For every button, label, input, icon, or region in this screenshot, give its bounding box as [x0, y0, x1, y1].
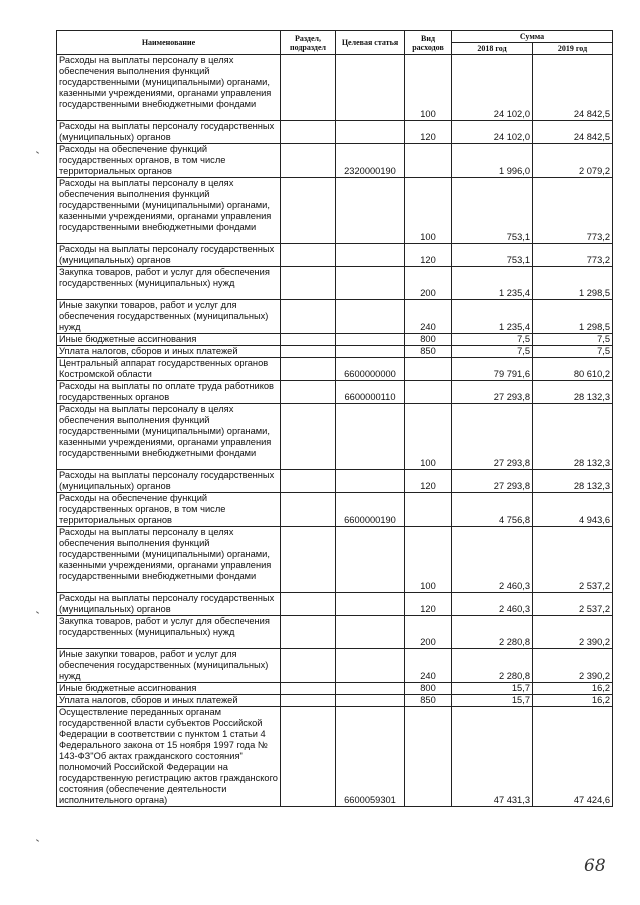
table-row [57, 381, 613, 404]
cell-target: 6600000190 [336, 493, 405, 527]
cell-sum-2019: 2 537,2 [533, 593, 613, 616]
cell-section [281, 346, 336, 358]
cell-sum-2019: 7,5 [533, 334, 613, 346]
cell-section [281, 121, 336, 144]
cell-sum-2018: 24 102,0 [452, 121, 533, 144]
cell-sum-2018: 27 293,8 [452, 470, 533, 493]
cell-type [405, 493, 452, 527]
cell-target [336, 527, 405, 593]
cell-sum-2018: 753,1 [452, 178, 533, 244]
cell-name: Осуществление переданных органам государственной власти субъектов Российской Федерации в соответствии с пунктом 1 статьи 4 Федерального закона от 15 ноября 1997 года № 143-ФЗ"Об актах гражданского состояния" полномочий Российской Федерации на государственную регистрацию актов гражданского состояния (обеспечение деятельности исполнительного органа) [57, 707, 281, 807]
cell-sum-2019: 24 842,5 [533, 121, 613, 144]
cell-type: 120 [405, 470, 452, 493]
cell-type: 100 [405, 55, 452, 121]
cell-type [405, 707, 452, 807]
cell-target [336, 695, 405, 707]
cell-sum-2018: 79 791,6 [452, 358, 533, 381]
cell-sum-2019: 2 390,2 [533, 649, 613, 683]
cell-target: 2320000190 [336, 144, 405, 178]
cell-target [336, 346, 405, 358]
cell-section [281, 178, 336, 244]
cell-sum-2019: 773,2 [533, 178, 613, 244]
cell-section [281, 649, 336, 683]
table-row [57, 358, 613, 381]
cell-section [281, 695, 336, 707]
page-number: 68 [584, 856, 606, 876]
cell-sum-2019: 28 132,3 [533, 470, 613, 493]
cell-sum-2019: 2 537,2 [533, 527, 613, 593]
cell-section [281, 470, 336, 493]
cell-sum-2019: 47 424,6 [533, 707, 613, 807]
cell-type: 850 [405, 346, 452, 358]
cell-name: Расходы на выплаты персоналу государственных (муниципальных) органов [57, 593, 281, 616]
cell-sum-2018: 47 431,3 [452, 707, 533, 807]
cell-type: 120 [405, 593, 452, 616]
cell-name: Расходы на выплаты персоналу государственных (муниципальных) органов [57, 121, 281, 144]
cell-name: Расходы на выплаты по оплате труда работников государственных органов [57, 381, 281, 404]
table-row [57, 178, 613, 244]
table-row [57, 346, 613, 358]
cell-section [281, 334, 336, 346]
cell-section [281, 244, 336, 267]
cell-name: Расходы на выплаты персоналу в целях обеспечения выполнения функций государственными (муниципальными) органами, казенными учреждениями, органами управления государственными внебюджетными фондами [57, 178, 281, 244]
cell-target [336, 267, 405, 300]
cell-section [281, 267, 336, 300]
table-row [57, 144, 613, 178]
cell-type: 100 [405, 404, 452, 470]
table-row [57, 267, 613, 300]
cell-type: 120 [405, 244, 452, 267]
cell-name: Расходы на выплаты персоналу в целях обеспечения выполнения функций государственными (муниципальными) органами, казенными учреждениями, органами управления государственными внебюджетными фондами [57, 527, 281, 593]
table-row [57, 593, 613, 616]
col-header-year-2019: 2019 год [533, 43, 613, 55]
cell-type: 240 [405, 300, 452, 334]
cell-name: Закупка товаров, работ и услуг для обеспечения государственных (муниципальных) нужд [57, 616, 281, 649]
cell-sum-2018: 15,7 [452, 683, 533, 695]
cell-target [336, 55, 405, 121]
table-row [57, 695, 613, 707]
table-row [57, 493, 613, 527]
cell-type: 240 [405, 649, 452, 683]
cell-target [336, 683, 405, 695]
cell-sum-2018: 27 293,8 [452, 381, 533, 404]
table-row [57, 649, 613, 683]
cell-section [281, 616, 336, 649]
cell-name: Расходы на обеспечение функций государственных органов, в том числе территориальных органов [57, 144, 281, 178]
table-row [57, 683, 613, 695]
col-header-year-2018: 2018 год [452, 43, 533, 55]
cell-target [336, 244, 405, 267]
cell-target: 6600059301 [336, 707, 405, 807]
table-row [57, 334, 613, 346]
cell-sum-2018: 15,7 [452, 695, 533, 707]
cell-sum-2019: 2 390,2 [533, 616, 613, 649]
cell-sum-2019: 28 132,3 [533, 404, 613, 470]
cell-type: 120 [405, 121, 452, 144]
cell-section [281, 144, 336, 178]
cell-sum-2018: 24 102,0 [452, 55, 533, 121]
cell-sum-2019: 2 079,2 [533, 144, 613, 178]
cell-sum-2018: 1 235,4 [452, 300, 533, 334]
cell-target [336, 649, 405, 683]
cell-target [336, 616, 405, 649]
table-row [57, 527, 613, 593]
cell-type: 800 [405, 683, 452, 695]
cell-name: Иные закупки товаров, работ и услуг для обеспечения государственных (муниципальных) нужд [57, 649, 281, 683]
cell-section [281, 593, 336, 616]
budget-table [56, 30, 613, 807]
table-row [57, 616, 613, 649]
cell-target [336, 593, 405, 616]
cell-type: 200 [405, 267, 452, 300]
cell-sum-2019: 773,2 [533, 244, 613, 267]
cell-type: 200 [405, 616, 452, 649]
cell-name: Расходы на выплаты персоналу в целях обеспечения выполнения функций государственными (муниципальными) органами, казенными учреждениями, органами управления государственными внебюджетными фондами [57, 404, 281, 470]
col-header-name: Наименование [57, 31, 281, 55]
cell-type: 800 [405, 334, 452, 346]
cell-sum-2019: 28 132,3 [533, 381, 613, 404]
cell-type: 100 [405, 178, 452, 244]
cell-section [281, 55, 336, 121]
table-row [57, 121, 613, 144]
table-row [57, 470, 613, 493]
cell-type: 850 [405, 695, 452, 707]
cell-section [281, 527, 336, 593]
cell-name: Уплата налогов, сборов и иных платежей [57, 346, 281, 358]
cell-target: 6600000000 [336, 358, 405, 381]
cell-sum-2018: 753,1 [452, 244, 533, 267]
cell-type: 100 [405, 527, 452, 593]
cell-sum-2018: 1 235,4 [452, 267, 533, 300]
cell-name: Иные бюджетные ассигнования [57, 334, 281, 346]
cell-sum-2019: 80 610,2 [533, 358, 613, 381]
cell-sum-2019: 7,5 [533, 346, 613, 358]
cell-sum-2018: 7,5 [452, 346, 533, 358]
cell-section [281, 300, 336, 334]
col-header-section: Раздел, подраздел [281, 31, 336, 55]
cell-section [281, 381, 336, 404]
cell-name: Центральный аппарат государственных органов Костромской области [57, 358, 281, 381]
cell-name: Уплата налогов, сборов и иных платежей [57, 695, 281, 707]
margin-mark [36, 151, 39, 154]
cell-sum-2018: 1 996,0 [452, 144, 533, 178]
col-header-target: Целевая статья [336, 31, 405, 55]
cell-type [405, 358, 452, 381]
cell-sum-2018: 2 280,8 [452, 616, 533, 649]
cell-sum-2019: 4 943,6 [533, 493, 613, 527]
table-body [57, 55, 613, 807]
table-row [57, 707, 613, 807]
cell-name: Расходы на выплаты персоналу государственных (муниципальных) органов [57, 470, 281, 493]
margin-mark [36, 611, 39, 614]
cell-sum-2018: 4 756,8 [452, 493, 533, 527]
cell-name: Расходы на выплаты персоналу государственных (муниципальных) органов [57, 244, 281, 267]
cell-name: Расходы на обеспечение функций государственных органов, в том числе территориальных органов [57, 493, 281, 527]
budget-sheet [56, 30, 612, 807]
margin-mark [36, 839, 39, 842]
cell-section [281, 707, 336, 807]
cell-type [405, 144, 452, 178]
cell-sum-2019: 1 298,5 [533, 300, 613, 334]
table-row [57, 404, 613, 470]
cell-sum-2019: 24 842,5 [533, 55, 613, 121]
table-row [57, 244, 613, 267]
table-row [57, 55, 613, 121]
cell-section [281, 493, 336, 527]
cell-target [336, 470, 405, 493]
cell-sum-2018: 2 460,3 [452, 593, 533, 616]
cell-sum-2018: 2 280,8 [452, 649, 533, 683]
table-row [57, 300, 613, 334]
cell-name: Расходы на выплаты персоналу в целях обеспечения выполнения функций государственными (муниципальными) органами, казенными учреждениями, органами управления государственными внебюджетными фондами [57, 55, 281, 121]
cell-sum-2019: 1 298,5 [533, 267, 613, 300]
cell-section [281, 404, 336, 470]
cell-sum-2018: 7,5 [452, 334, 533, 346]
cell-section [281, 358, 336, 381]
table-header [57, 31, 613, 55]
cell-sum-2018: 2 460,3 [452, 527, 533, 593]
col-header-type: Вид расходов [405, 31, 452, 55]
col-header-sum: Сумма [452, 31, 613, 43]
cell-sum-2019: 16,2 [533, 683, 613, 695]
cell-name: Закупка товаров, работ и услуг для обеспечения государственных (муниципальных) нужд [57, 267, 281, 300]
cell-sum-2018: 27 293,8 [452, 404, 533, 470]
cell-target [336, 121, 405, 144]
cell-section [281, 683, 336, 695]
cell-name: Иные бюджетные ассигнования [57, 683, 281, 695]
cell-name: Иные закупки товаров, работ и услуг для обеспечения государственных (муниципальных) нужд [57, 300, 281, 334]
cell-target [336, 178, 405, 244]
cell-type [405, 381, 452, 404]
cell-target [336, 300, 405, 334]
cell-target: 6600000110 [336, 381, 405, 404]
cell-target [336, 334, 405, 346]
cell-target [336, 404, 405, 470]
cell-sum-2019: 16,2 [533, 695, 613, 707]
